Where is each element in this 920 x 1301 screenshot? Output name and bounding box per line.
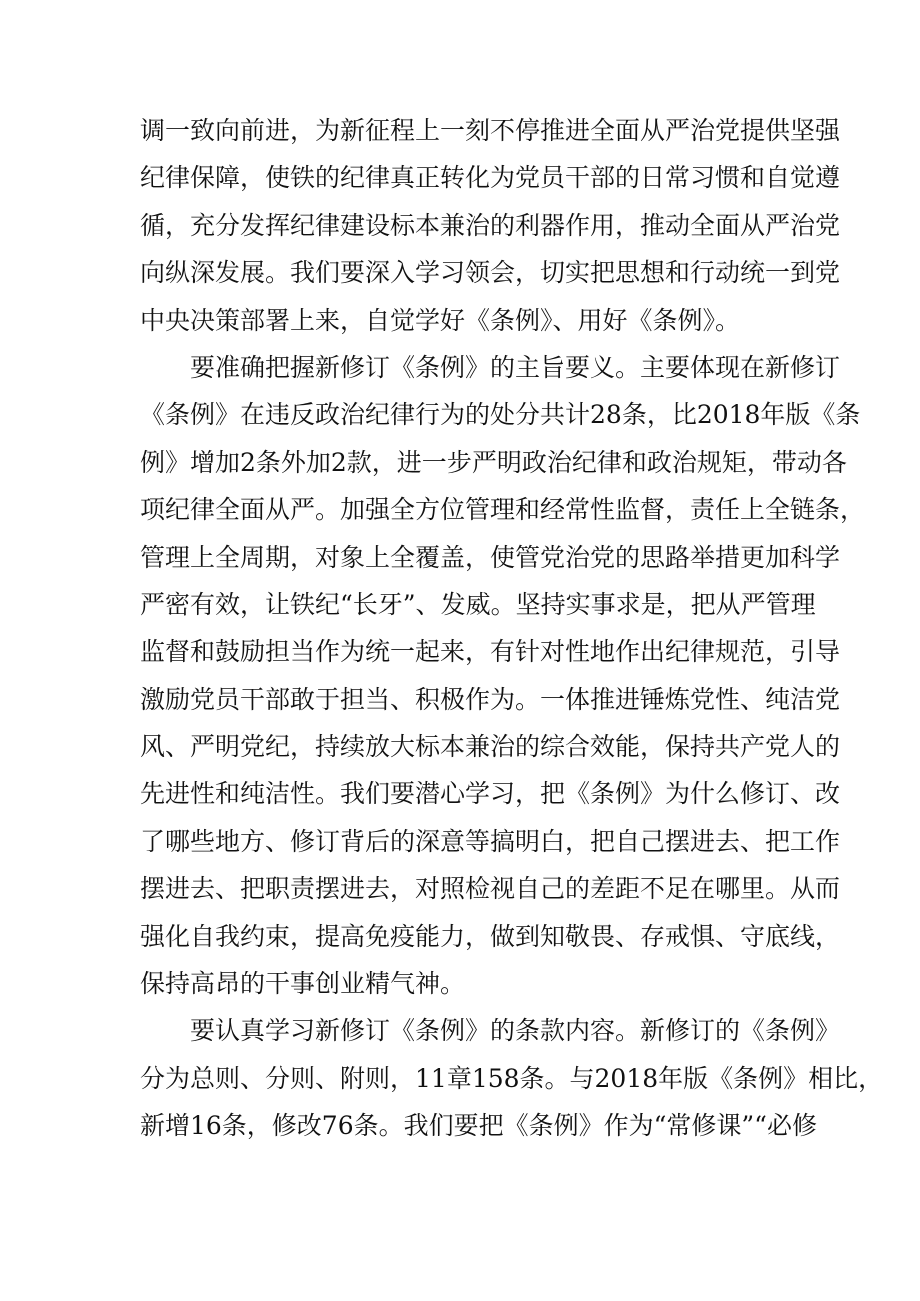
paragraph-continuation bbox=[140, 107, 841, 344]
text-line: 风、严明党纪，持续放大标本兼治的综合效能，保持共产党人的 bbox=[140, 732, 841, 762]
text-line: 强化自我约束，提高免疫能力，做到知敬畏、存戒惧、守底线， bbox=[140, 921, 841, 951]
paragraph-purpose bbox=[140, 344, 866, 1007]
text-line: 摆进去、把职责摆进去，对照检视自己的差距不足在哪里。从而 bbox=[140, 874, 841, 904]
text-line: 纪律保障，使铁的纪律真正转化为党员干部的日常习惯和自觉遵 bbox=[140, 163, 841, 193]
text-line: 管理上全周期，对象上全覆盖，使管党治党的思路举措更加科学 bbox=[140, 542, 841, 572]
text-line: 调一致向前进，为新征程上一刻不停推进全面从严治党提供坚强 bbox=[140, 116, 841, 145]
text-line: 新增16条，修改76条。我们要把《条例》作为“常修课”“必修 bbox=[140, 1111, 817, 1141]
text-line: 例》增加2条外加2款，进一步严明政治纪律和政治规矩，带动各 bbox=[140, 447, 847, 477]
text-line: 项纪律全面从严。加强全方位管理和经常性监督，责任上全链条， bbox=[140, 495, 866, 525]
text-line: 严密有效，让铁纪“长牙”、发威。坚持实事求是，把从严管理 bbox=[140, 589, 816, 619]
text-line: 循，充分发挥纪律建设标本兼治的利器作用，推动全面从严治党 bbox=[140, 210, 841, 240]
text-line: 监督和鼓励担当作为统一起来，有针对性地作出纪律规范，引导 bbox=[140, 637, 841, 667]
text-line: 中央决策部署上来，自觉学好《条例》、用好《条例》。 bbox=[140, 305, 741, 335]
document-body bbox=[140, 107, 884, 1150]
text-line: 先进性和纯洁性。我们要潜心学习，把《条例》为什么修订、改 bbox=[140, 779, 841, 809]
text-line: 了哪些地方、修订背后的深意等搞明白，把自己摆进去、把工作 bbox=[140, 826, 841, 856]
text-line: 保持高昂的干事创业精气神。 bbox=[140, 969, 466, 999]
text-line: 分为总则、分则、附则，11章158条。与2018年版《条例》相比， bbox=[140, 1063, 884, 1093]
text-line: 《条例》在违反政治纪律行为的处分共计28条，比2018年版《条 bbox=[140, 400, 861, 430]
text-line: 激励党员干部敢于担当、积极作为。一体推进锤炼党性、纯洁党 bbox=[140, 684, 841, 714]
text-line: 要准确把握新修订《条例》的主旨要义。主要体现在新修订 bbox=[190, 352, 841, 382]
text-line: 向纵深发展。我们要深入学习领会，切实把思想和行动统一到党 bbox=[140, 258, 841, 288]
text-line: 要认真学习新修订《条例》的条款内容。新修订的《条例》 bbox=[190, 1016, 841, 1046]
paragraph-content bbox=[140, 1007, 884, 1149]
